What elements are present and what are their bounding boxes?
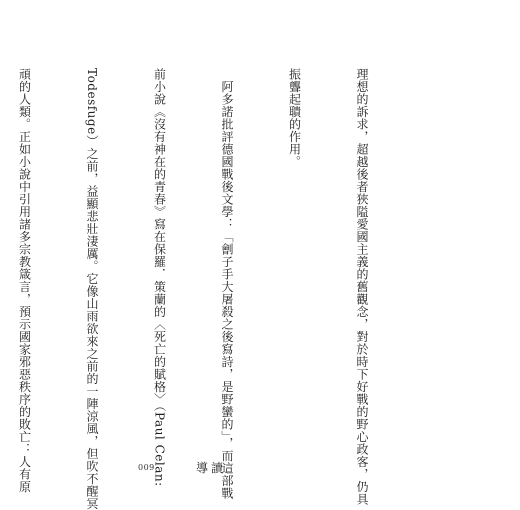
text-line: 理想的訴求，超越後者狹隘愛國主義的舊觀念，對於時下好戰的野心政客，仍具 [355, 68, 369, 506]
text-line: 頑的人類。正如小說中引用諸多宗教箴言，預示國家邪惡秩序的敗亡：人有原 [17, 68, 32, 493]
text-line: Todesfuge）之前，益顯悲壯淒厲。它像山雨欲來之前的一陣涼風，但吹不醒冥 [85, 68, 99, 510]
page-number: 009 [138, 463, 155, 472]
text-line: 前小說《沒有神在的青春》寫在保羅．策蘭的〈死亡的賦格〉（Paul Celan: [152, 68, 167, 487]
text-line: 振聾起聵的作用。 [287, 68, 302, 168]
running-title: 導讀 [196, 461, 227, 475]
text-line: 阿多諾批評德國戰後文學：「劊子手大屠殺之後寫詩，是野蠻的」，而這部戰 [220, 68, 234, 500]
